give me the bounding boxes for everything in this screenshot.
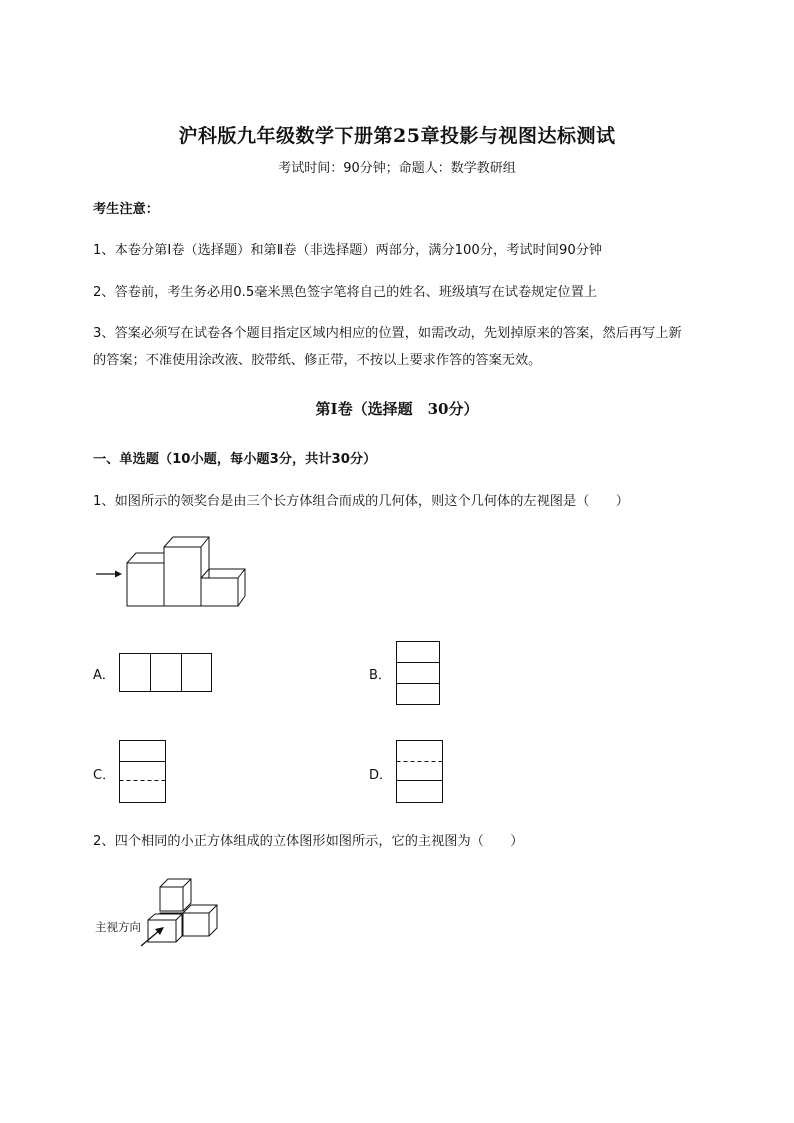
notice-item-3-cont: 的答案；不准使用涂改液、胶带纸、修正带，不按以上要求作答的答案无效。 bbox=[93, 353, 542, 368]
option-b-figure[interactable] bbox=[396, 641, 441, 706]
option-b-label: B． bbox=[369, 668, 391, 683]
notice-heading: 考生注意： bbox=[93, 202, 159, 217]
option-d-label: D． bbox=[369, 768, 393, 783]
option-d-figure[interactable] bbox=[396, 740, 444, 805]
question-1-stem: 1、如图所示的领奖台是由三个长方体组合而成的几何体，则这个几何体的左视图是（ ） bbox=[93, 494, 629, 509]
option-c-label: C． bbox=[93, 768, 116, 783]
notice-item-3: 3、答案必须写在试卷各个题目指定区域内相应的位置，如需改动，先划掉原来的答案，然后再写上新 bbox=[93, 326, 682, 341]
option-c-figure[interactable] bbox=[119, 740, 167, 805]
exam-subtitle: 考试时间：90分钟；命题人：数学教研组 bbox=[278, 161, 516, 176]
option-a-figure[interactable] bbox=[119, 653, 213, 693]
cubes-figure bbox=[140, 876, 222, 948]
view-direction-label: 主视方向 bbox=[95, 920, 141, 934]
part-heading: 一、单选题（10小题，每小题3分，共计30分） bbox=[93, 452, 377, 467]
option-a-label: A． bbox=[93, 668, 115, 683]
notice-item-1: 1、本卷分第I卷（选择题）和第Ⅱ卷（非选择题）两部分，满分100分，考试时间90分钟 bbox=[93, 243, 603, 258]
podium-figure bbox=[92, 535, 252, 610]
question-2-stem: 2、四个相同的小正方体组成的立体图形如图所示，它的主视图为（ ） bbox=[93, 834, 524, 849]
exam-title: 沪科版九年级数学下册第25章投影与视图达标测试 bbox=[178, 125, 616, 147]
section-title: 第I卷（选择题 30分） bbox=[315, 400, 479, 418]
notice-item-2: 2、答卷前，考生务必用0.5毫米黑色签字笔将自己的姓名、班级填写在试卷规定位置上 bbox=[93, 285, 598, 300]
